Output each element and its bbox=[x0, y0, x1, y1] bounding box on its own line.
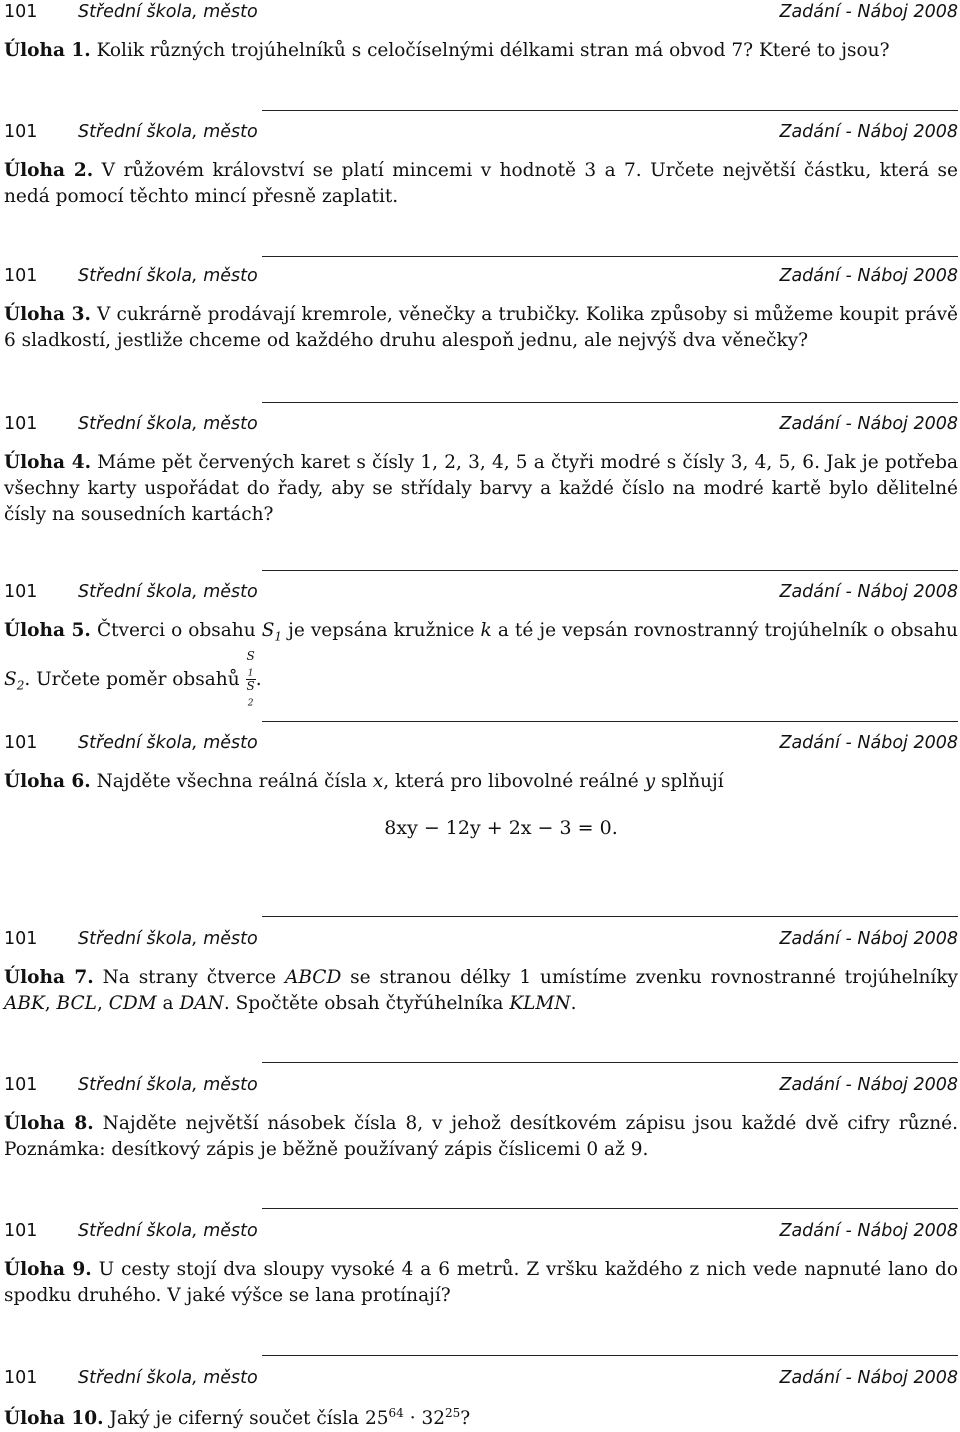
separator-line bbox=[262, 916, 958, 917]
problem-label: Úloha 2. bbox=[4, 160, 94, 181]
school-name: Střední škola, město bbox=[78, 733, 258, 753]
problem-text bbox=[4, 450, 958, 528]
problem-label: Úloha 7. bbox=[4, 967, 94, 988]
problem-label: Úloha 3. bbox=[4, 304, 91, 325]
subscript: 2 bbox=[16, 678, 25, 693]
problem-text bbox=[4, 302, 958, 354]
page-header bbox=[4, 412, 958, 436]
separator-line bbox=[262, 402, 958, 403]
problem-block-9 bbox=[4, 1219, 958, 1309]
text-part: se stranou délky 1 umístíme zvenku rovnostranné trojúhelníky bbox=[350, 967, 958, 988]
school-name: Střední škola, město bbox=[78, 1075, 258, 1095]
problem-body: Kolik různých trojúhelníků s celočíselnými délkami stran má obvod 7? Které to jsou? bbox=[96, 40, 890, 61]
text-part: ? bbox=[460, 1408, 471, 1430]
text-part: , která pro libovolné reálné bbox=[383, 771, 639, 792]
problem-text bbox=[4, 769, 958, 795]
page-header bbox=[4, 264, 958, 288]
contest-name: Zadání - Náboj 2008 bbox=[779, 1075, 958, 1095]
school-number: 101 bbox=[4, 414, 38, 434]
problem-block-2 bbox=[4, 120, 958, 210]
math-bcl: BCL bbox=[56, 993, 97, 1014]
school-number: 101 bbox=[4, 266, 38, 286]
school-name: Střední škola, město bbox=[78, 1221, 258, 1241]
problem-label: Úloha 8. bbox=[4, 1113, 94, 1134]
problem-text bbox=[4, 38, 958, 64]
contest-name: Zadání - Náboj 2008 bbox=[779, 414, 958, 434]
fraction-numerator bbox=[246, 650, 256, 680]
separator-line bbox=[262, 256, 958, 257]
school-number: 101 bbox=[4, 122, 38, 142]
separator-line bbox=[262, 570, 958, 571]
school-name: Střední škola, město bbox=[78, 1368, 258, 1388]
separator-line bbox=[262, 1208, 958, 1209]
separator-line bbox=[262, 110, 958, 111]
problem-block-1 bbox=[4, 0, 958, 64]
school-name: Střední škola, město bbox=[78, 414, 258, 434]
school-number: 101 bbox=[4, 1221, 38, 1241]
problem-label: Úloha 6. bbox=[4, 771, 91, 792]
contest-name: Zadání - Náboj 2008 bbox=[779, 2, 958, 22]
separator-line bbox=[262, 721, 958, 722]
page-header bbox=[4, 580, 958, 604]
math-s2 bbox=[4, 668, 25, 693]
problem-label: Úloha 1. bbox=[4, 40, 91, 61]
page-header bbox=[4, 1219, 958, 1243]
base: 25 bbox=[364, 1408, 389, 1430]
problem-block-4 bbox=[4, 412, 958, 528]
problem-block-7 bbox=[4, 927, 958, 1017]
math-x: x bbox=[372, 771, 384, 792]
equation: 8xy − 12y + 2x − 3 = 0. bbox=[384, 817, 618, 839]
contest-name: Zadání - Náboj 2008 bbox=[779, 266, 958, 286]
contest-name: Zadání - Náboj 2008 bbox=[779, 122, 958, 142]
problem-body: V růžovém království se platí mincemi v hodnotě 3 a 7. Určete největší částku, která se nedá pomocí těchto mincí přesně zaplatit. bbox=[4, 160, 958, 207]
math-symbol: S bbox=[4, 668, 17, 690]
problem-label: Úloha 9. bbox=[4, 1259, 92, 1280]
math-klmn: KLMN bbox=[509, 993, 571, 1014]
math-abcd: ABCD bbox=[284, 967, 342, 988]
power-32-25 bbox=[421, 1408, 460, 1429]
fraction-denominator bbox=[246, 680, 256, 709]
separator-line bbox=[262, 1062, 958, 1063]
school-name: Střední škola, město bbox=[78, 266, 258, 286]
math-dan: DAN bbox=[179, 993, 224, 1014]
base: 32 bbox=[421, 1408, 446, 1430]
contest-name: Zadání - Náboj 2008 bbox=[779, 582, 958, 602]
problem-body: V cukrárně prodávají kremrole, věnečky a trubičky. Kolika způsoby si můžeme koupit právě 6 sladkostí, jestliže chceme od každého druhu alespoň jednu, ale nejvýš dva věnečky? bbox=[4, 304, 958, 351]
text-part: je vepsána kružnice bbox=[288, 620, 475, 641]
fraction-s1-s2 bbox=[246, 650, 256, 710]
problem-text bbox=[4, 158, 958, 210]
problem-text bbox=[4, 618, 958, 709]
exponent: 25 bbox=[445, 1406, 461, 1420]
school-name: Střední škola, město bbox=[78, 929, 258, 949]
problem-label: Úloha 10. bbox=[4, 1408, 104, 1430]
text-part: . Určete poměr obsahů bbox=[24, 668, 240, 690]
text-part: a té je vepsán rovnostranný trojúhelník o obsahu bbox=[497, 620, 958, 641]
math-symbol: S bbox=[246, 648, 255, 663]
text-part: Na strany čtverce bbox=[102, 967, 277, 988]
subscript: 1 bbox=[274, 629, 283, 644]
math-abk: ABK bbox=[4, 993, 45, 1014]
text-part: Čtverci o obsahu bbox=[96, 620, 256, 641]
school-number: 101 bbox=[4, 1368, 38, 1388]
school-number: 101 bbox=[4, 582, 38, 602]
page-header bbox=[4, 1366, 958, 1390]
problem-block-8 bbox=[4, 1073, 958, 1163]
school-number: 101 bbox=[4, 929, 38, 949]
problem-text bbox=[4, 1111, 958, 1163]
contest-name: Zadání - Náboj 2008 bbox=[779, 1221, 958, 1241]
problem-label: Úloha 5. bbox=[4, 620, 91, 641]
page-header bbox=[4, 1073, 958, 1097]
math-y: y bbox=[644, 771, 656, 792]
problem-block-3 bbox=[4, 264, 958, 354]
text-part: Najděte všechna reálná čísla bbox=[96, 771, 367, 792]
separator-line bbox=[262, 1355, 958, 1356]
school-number: 101 bbox=[4, 733, 38, 753]
school-number: 101 bbox=[4, 1075, 38, 1095]
problem-block-10 bbox=[4, 1366, 958, 1432]
problem-body: U cesty stojí dva sloupy vysoké 4 a 6 metrů. Z vršku každého z nich vede napnuté lano do spodku druhého. V jaké výšce se lana protínají? bbox=[4, 1259, 958, 1306]
page-header bbox=[4, 927, 958, 951]
contest-name: Zadání - Náboj 2008 bbox=[779, 733, 958, 753]
text-part: a bbox=[162, 993, 174, 1014]
exponent: 64 bbox=[388, 1406, 404, 1420]
text-part: splňují bbox=[660, 771, 724, 792]
math-cdm: CDM bbox=[108, 993, 157, 1014]
text-part: . Spočtěte obsah čtyřúhelníka bbox=[223, 993, 504, 1014]
subscript: 1 bbox=[247, 668, 254, 679]
contest-name: Zadání - Náboj 2008 bbox=[779, 1368, 958, 1388]
page-header bbox=[4, 120, 958, 144]
page-header bbox=[4, 0, 958, 24]
text-part: . bbox=[255, 668, 262, 690]
text-part: Jaký je ciferný součet čísla bbox=[109, 1408, 360, 1430]
problem-body: Máme pět červených karet s čísly 1, 2, 3, 4, 5 a čtyři modré s čísly 3, 4, 5, 6. Jak je potřeba všechny karty uspořádat do řady, aby se střídaly barvy a každé číslo na modré kartě bylo dělitelné čísly na sousedních kartách? bbox=[4, 452, 958, 525]
math-k: k bbox=[480, 620, 492, 641]
problem-label: Úloha 4. bbox=[4, 452, 92, 473]
problem-block-5 bbox=[4, 580, 958, 709]
school-name: Střední škola, město bbox=[78, 582, 258, 602]
power-25-64 bbox=[365, 1408, 404, 1429]
school-name: Střední škola, město bbox=[78, 122, 258, 142]
math-symbol: S bbox=[261, 620, 275, 641]
page-header bbox=[4, 731, 958, 755]
subscript: 2 bbox=[247, 698, 254, 709]
problem-text bbox=[4, 1400, 958, 1432]
school-number: 101 bbox=[4, 2, 38, 22]
problem-block-6 bbox=[4, 731, 958, 841]
problem-text: Úloha 7. Na strany čtverce ABCD se stranou délky 1 umístíme zvenku rovnostranné trojúhelníky ABK, BCL, CDM a DAN. Spočtěte obsah čtyřúhelníka KLMN. bbox=[4, 967, 958, 1014]
multiply-dot: · bbox=[409, 1408, 416, 1430]
problem-body: Najděte největší násobek čísla 8, v jehož desítkovém zápisu jsou každé dvě cifry různé. Poznámka: desítkový zápis je běžně používaný zápis číslicemi 0 až 9. bbox=[4, 1113, 958, 1160]
contest-name: Zadání - Náboj 2008 bbox=[779, 929, 958, 949]
school-name: Střední škola, město bbox=[78, 2, 258, 22]
math-s1 bbox=[261, 620, 283, 644]
problem-text bbox=[4, 1257, 958, 1309]
math-symbol: S bbox=[246, 679, 255, 694]
